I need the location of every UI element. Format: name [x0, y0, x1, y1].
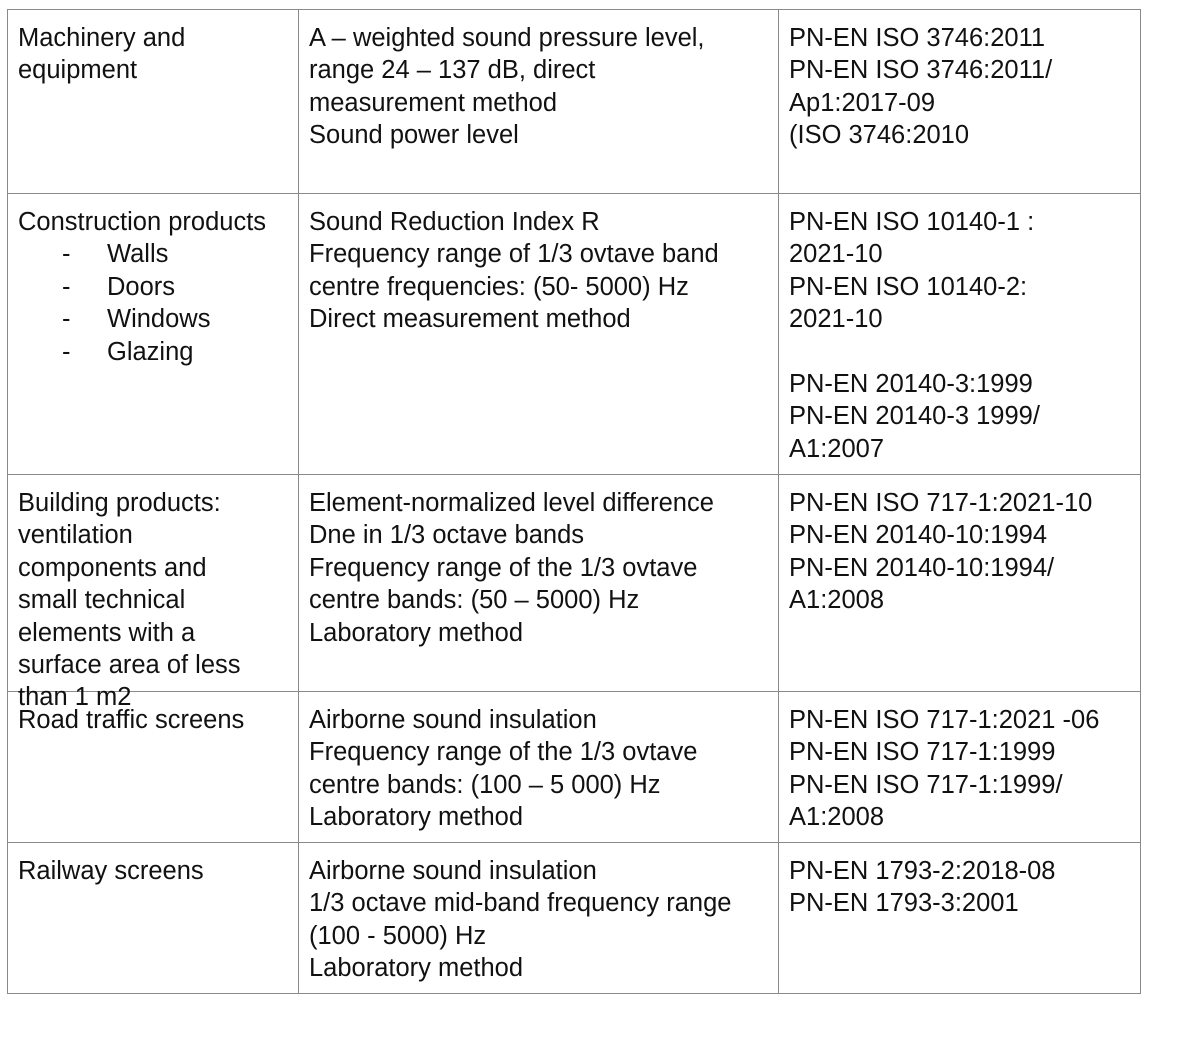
standards-cell — [779, 843, 1141, 994]
standard-line: PN-EN ISO 717-1:1999/ — [789, 770, 1063, 799]
method-line: measurement method — [309, 88, 558, 117]
subject-line: Machinery and — [18, 24, 186, 52]
subject-cell — [8, 194, 299, 475]
method-line: Direct measurement method — [309, 305, 631, 334]
method-cell — [299, 194, 779, 475]
method-line: range 24 – 137 dB, direct — [309, 56, 596, 85]
bullet-dash: - — [62, 337, 71, 366]
subject-line: elements with a — [18, 618, 196, 647]
method-line: Sound Reduction Index R — [309, 208, 600, 236]
standard-line: PN-EN ISO 717-1:2021-10 — [789, 489, 1093, 517]
method-line: Laboratory method — [309, 618, 524, 647]
standard-line: 2021-10 — [789, 240, 883, 269]
standard-line: A1:2008 — [789, 803, 885, 832]
method-line: Laboratory method — [309, 803, 524, 832]
subject-line: Construction products — [18, 208, 267, 236]
table-row — [8, 692, 1141, 843]
subject-cell — [8, 843, 299, 994]
bullet-dash: - — [62, 240, 71, 269]
bullet-item — [18, 271, 288, 303]
bullet-item — [18, 336, 288, 368]
bullet-item — [18, 238, 288, 270]
method-line: Laboratory method — [309, 954, 524, 983]
standards-cell — [779, 475, 1141, 692]
standard-line: PN-EN ISO 717-1:2021 -06 — [789, 706, 1100, 734]
standards-table — [7, 9, 1141, 994]
standard-line: PN-EN 20140-10:1994/ — [789, 553, 1055, 582]
table-row — [8, 843, 1141, 994]
standard-line: PN-EN ISO 10140-2: — [789, 272, 1028, 301]
table-row — [8, 475, 1141, 692]
method-cell — [299, 692, 779, 843]
bullet-text: Glazing — [107, 337, 194, 366]
method-line: A – weighted sound pressure level, — [309, 24, 705, 52]
subject-line: than 1 m2 — [18, 683, 132, 712]
method-cell — [299, 843, 779, 994]
subject-clip — [18, 487, 288, 712]
method-line: (100 - 5000) Hz — [309, 921, 487, 950]
standards-cell — [779, 194, 1141, 475]
method-line: Airborne sound insulation — [309, 857, 597, 885]
method-line: centre bands: (100 – 5 000) Hz — [309, 770, 661, 799]
standard-line: PN-EN ISO 10140-1 : — [789, 208, 1035, 236]
bullet-text: Windows — [107, 305, 211, 334]
subject-cell — [8, 692, 299, 843]
method-cell — [299, 475, 779, 692]
standard-line: PN-EN ISO 3746:2011/ — [789, 56, 1053, 85]
subject-cell — [8, 10, 299, 194]
bullet-text: Doors — [107, 272, 176, 301]
bullet-dash: - — [62, 305, 71, 334]
standard-line: Ap1:2017-09 — [789, 88, 936, 117]
method-line: Element-normalized level difference — [309, 489, 714, 517]
subject-line: surface area of less — [18, 651, 241, 680]
method-line: Frequency range of the 1/3 ovtave — [309, 553, 698, 582]
subject-line: Road traffic screens — [18, 706, 245, 734]
blank-line — [789, 336, 1130, 368]
method-line: 1/3 octave mid-band frequency range — [309, 889, 732, 918]
method-line: centre frequencies: (50- 5000) Hz — [309, 272, 689, 301]
method-cell — [299, 10, 779, 194]
method-line: Frequency range of 1/3 ovtave band — [309, 240, 719, 269]
method-line: Dne in 1/3 octave bands — [309, 521, 585, 550]
subject-line: ventilation — [18, 521, 133, 550]
standard-line: A1:2008 — [789, 586, 885, 615]
subject-line: components and — [18, 553, 207, 582]
table-row — [8, 194, 1141, 475]
subject-bullet-list — [18, 238, 288, 368]
bullet-dash: - — [62, 272, 71, 301]
standard-line: (ISO 3746:2010 — [789, 121, 970, 150]
method-line: centre bands: (50 – 5000) Hz — [309, 586, 640, 615]
standard-line: PN-EN ISO 3746:2011 — [789, 24, 1046, 52]
bullet-text: Walls — [107, 240, 169, 269]
subject-line: small technical — [18, 586, 186, 615]
method-line: Airborne sound insulation — [309, 706, 597, 734]
standard-line: PN-EN ISO 717-1:1999 — [789, 738, 1056, 767]
standard-line: PN-EN 20140-3:1999 — [789, 370, 1033, 399]
subject-line: Railway screens — [18, 857, 204, 885]
table-row — [8, 10, 1141, 194]
standard-line: PN-EN 20140-3 1999/ — [789, 402, 1040, 431]
standard-line: PN-EN 1793-2:2018-08 — [789, 857, 1056, 885]
subject-line: equipment — [18, 56, 138, 85]
subject-cell — [8, 475, 299, 712]
standard-line: A1:2007 — [789, 434, 885, 463]
bullet-item — [18, 303, 288, 335]
standard-line: PN-EN 1793-3:2001 — [789, 889, 1019, 918]
standards-cell — [779, 692, 1141, 843]
standards-cell — [779, 10, 1141, 194]
method-line: Frequency range of the 1/3 ovtave — [309, 738, 698, 767]
standard-line: 2021-10 — [789, 305, 883, 334]
method-line: Sound power level — [309, 121, 519, 150]
standard-line: PN-EN 20140-10:1994 — [789, 521, 1048, 550]
subject-line: Building products: — [18, 489, 221, 517]
